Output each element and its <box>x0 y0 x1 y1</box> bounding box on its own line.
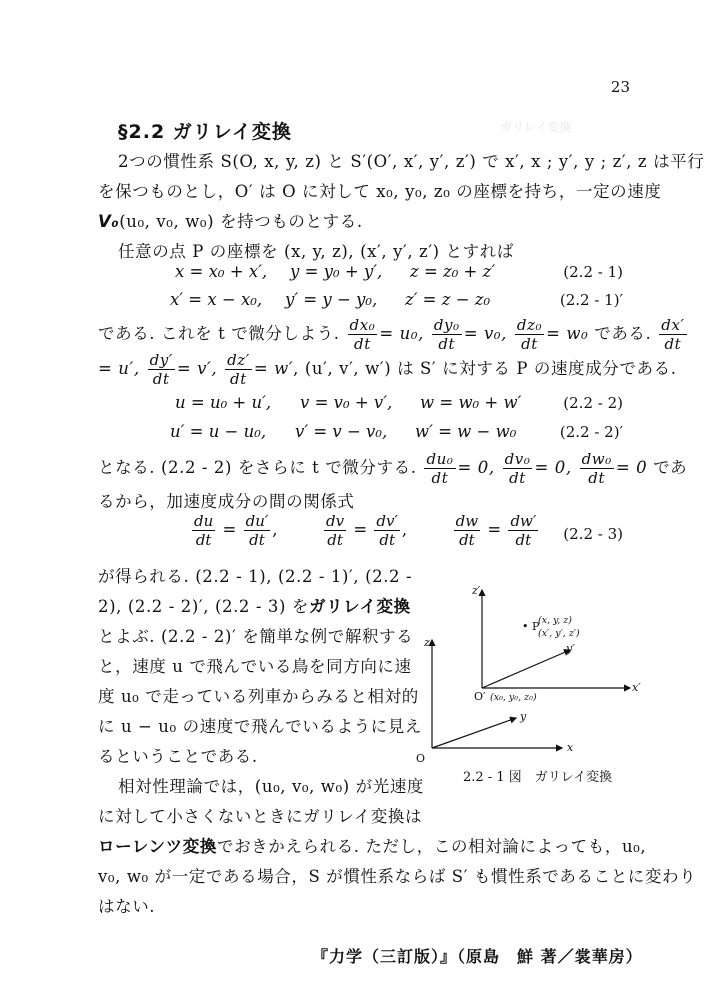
equals-sign: = <box>487 520 502 539</box>
text-run: であ <box>653 458 688 477</box>
equation-y-prime: y′ = y − y₀, <box>285 290 378 309</box>
fraction <box>148 351 175 388</box>
y-axis <box>432 718 516 748</box>
velocity-vector: V₀ <box>98 212 120 231</box>
rhs: = w₀ <box>546 324 589 343</box>
page-number: 23 <box>610 78 630 96</box>
paragraph-line <box>98 593 411 617</box>
denominator: dt <box>438 335 456 353</box>
denominator: dt <box>431 469 449 487</box>
fraction <box>324 512 346 549</box>
denominator: dt <box>664 335 682 353</box>
numerator: dw₀ <box>581 450 612 468</box>
label-origin-prime: O′ <box>474 690 486 703</box>
label-y: y <box>520 710 527 723</box>
section-heading: §2.2 ガリレイ変換 <box>118 121 292 143</box>
denominator: dt <box>588 469 606 487</box>
fraction <box>374 512 399 549</box>
equation-label: (2.2 - 3) <box>563 525 623 543</box>
rhs: = v′, <box>176 359 218 378</box>
equation-label: (2.2 - 1)′ <box>559 291 623 309</box>
equation-u: u = u₀ + u′, <box>175 393 272 412</box>
equation-acceleration <box>190 512 540 549</box>
paragraph-line: に対して小さくないときにガリレイ変換は <box>98 807 423 826</box>
fraction <box>508 512 538 549</box>
paragraph-line <box>98 208 363 232</box>
denominator: dt <box>249 531 265 549</box>
rhs: = 0 <box>615 458 648 477</box>
equation-w-prime: w′ = w − w₀ <box>415 422 517 441</box>
term-galilean-transform: ガリレイ変換 <box>308 597 411 616</box>
numerator: dy′ <box>149 351 173 369</box>
paragraph-line <box>98 450 687 487</box>
paragraph-line: 度 u₀ で走っている列車からみると相対的 <box>98 687 419 706</box>
fraction <box>580 450 614 487</box>
paragraph-line <box>98 833 646 857</box>
numerator: dy₀ <box>433 316 460 334</box>
equation-label: (2.2 - 2)′ <box>559 423 623 441</box>
text-run: でおきかえられる. ただし，この相対論によっても，u₀, <box>216 837 647 856</box>
equation-v: v = v₀ + v′, <box>300 393 393 412</box>
paragraph-line: とよぶ. (2.2 - 2)′ を簡単な例で解釈する <box>98 627 414 646</box>
point-P-coords: (x, y, z) <box>538 615 572 626</box>
fraction <box>348 316 378 353</box>
comma: , <box>401 520 408 539</box>
denominator: dt <box>379 531 395 549</box>
equals-sign: = <box>353 520 368 539</box>
numerator: du₀ <box>426 450 454 468</box>
rhs: = v₀, <box>463 324 507 343</box>
point-P: • P <box>522 620 540 633</box>
paragraph-line: v₀, w₀ が一定である場合，S が慣性系ならば S′ も慣性系であることに変わり <box>98 867 697 886</box>
paragraph-line: 2つの慣性系 S(O, x, y, z) と S′(O′, x′, y′, z′) で x′, x ; y′, y ; z′, z は平行 <box>118 152 705 171</box>
term-lorentz-transform: ローレンツ変換 <box>98 837 217 856</box>
point-P-coords-prime: (x′, y′, z′) <box>538 628 580 639</box>
comma: , <box>272 520 278 539</box>
fraction <box>659 316 686 353</box>
rhs: = u₀, <box>379 324 424 343</box>
equation-label: (2.2 - 1) <box>563 263 623 281</box>
equation-w: w = w₀ + w′ <box>420 393 522 412</box>
label-y-prime: y′ <box>566 642 575 655</box>
numerator: dz₀ <box>516 316 543 334</box>
fraction <box>432 316 462 353</box>
text-run: である. これを t で微分しよう. <box>98 324 340 343</box>
equation-y: y = y₀ + y′, <box>290 262 383 281</box>
paragraph-line: はない. <box>98 897 156 916</box>
text-run: である. <box>594 324 652 343</box>
text-run: = u′, <box>98 359 140 378</box>
equation-x: x = x₀ + x′, <box>175 262 268 281</box>
equation-z: z = z₀ + z′ <box>410 262 496 281</box>
y-prime-axis <box>482 650 570 688</box>
equation-v-prime: v′ = v − v₀, <box>295 422 388 441</box>
equation-z-prime: z′ = z − z₀ <box>405 290 491 309</box>
numerator: dz′ <box>227 351 250 369</box>
numerator: dw <box>455 512 479 530</box>
paragraph-line <box>98 351 677 388</box>
fraction <box>244 512 271 549</box>
equals-sign: = <box>222 520 237 539</box>
numerator: dv <box>326 512 345 530</box>
denominator: dt <box>521 335 538 353</box>
paragraph-line: を保つものとし，O′ は O に対して x₀, y₀, z₀ の座標を持ち，一定の速度 <box>98 182 662 201</box>
numerator: dx₀ <box>349 316 376 334</box>
denominator: dt <box>230 370 247 388</box>
paragraph-line: 任意の点 P の座標を (x, y, z), (x′, y′, z′) とすれば <box>118 242 514 261</box>
denominator: dt <box>195 531 212 549</box>
paragraph-line: と，速度 u で飛んでいる鳥を同方向に速 <box>98 657 412 676</box>
velocity-components: (u₀, v₀, w₀) を持つものとする. <box>119 212 363 231</box>
rhs: = 0, <box>457 458 495 477</box>
fraction <box>503 450 533 487</box>
denominator: dt <box>152 370 170 388</box>
fraction <box>424 450 455 487</box>
equation-label: (2.2 - 2) <box>563 394 623 412</box>
label-x: x <box>567 741 574 754</box>
paragraph-line: るということである. <box>98 747 258 766</box>
footer-citation: 『力学（三訂版）』（原島 鮮 著／裳華房） <box>312 947 643 966</box>
numerator: du <box>194 512 214 530</box>
numerator: dv′ <box>376 512 398 530</box>
denominator: dt <box>459 531 475 549</box>
label-z-prime: z′ <box>472 584 481 597</box>
paragraph-line: 相対性理論では，(u₀, v₀, w₀) が光速度 <box>118 777 425 796</box>
text-run: となる. (2.2 - 2) をさらに t で微分する. <box>98 458 417 477</box>
paragraph-line: が得られる. (2.2 - 1), (2.2 - 1)′, (2.2 - <box>98 567 413 586</box>
paragraph-line <box>98 316 689 353</box>
galilean-frames-figure <box>410 578 650 765</box>
denominator: dt <box>515 531 532 549</box>
fraction <box>192 512 215 549</box>
numerator: du′ <box>245 512 269 530</box>
fraction <box>225 351 252 388</box>
bleed-through-text: ガリレイ変換 <box>500 120 572 134</box>
numerator: dx′ <box>661 316 685 334</box>
paragraph-line: るから，加速度成分の間の関係式 <box>98 492 355 511</box>
text-run: , (u′, v′, w′) は S′ に対する P の速度成分である. <box>293 359 677 378</box>
rhs: = 0, <box>534 458 572 477</box>
paragraph-line: に u − u₀ の速度で飛んでいるように見え <box>98 717 422 736</box>
fraction <box>515 316 544 353</box>
denominator: dt <box>509 469 526 487</box>
rhs: = w′ <box>253 359 294 378</box>
label-x-prime: x′ <box>632 681 641 694</box>
equation-x-prime: x′ = x − x₀, <box>170 290 263 309</box>
label-origin-prime-coords: (x₀, y₀, z₀) <box>490 692 537 703</box>
numerator: dw′ <box>510 512 537 530</box>
label-z: z <box>424 636 430 649</box>
fraction <box>454 512 480 549</box>
figure-caption: 2.2 - 1 図 ガリレイ変換 <box>463 770 613 785</box>
numerator: dv₀ <box>504 450 531 468</box>
text-run: 2), (2.2 - 2)′, (2.2 - 3) を <box>98 597 309 616</box>
denominator: dt <box>327 531 343 549</box>
denominator: dt <box>354 335 371 353</box>
equation-u-prime: u′ = u − u₀, <box>170 422 267 441</box>
label-origin: O <box>416 752 426 765</box>
